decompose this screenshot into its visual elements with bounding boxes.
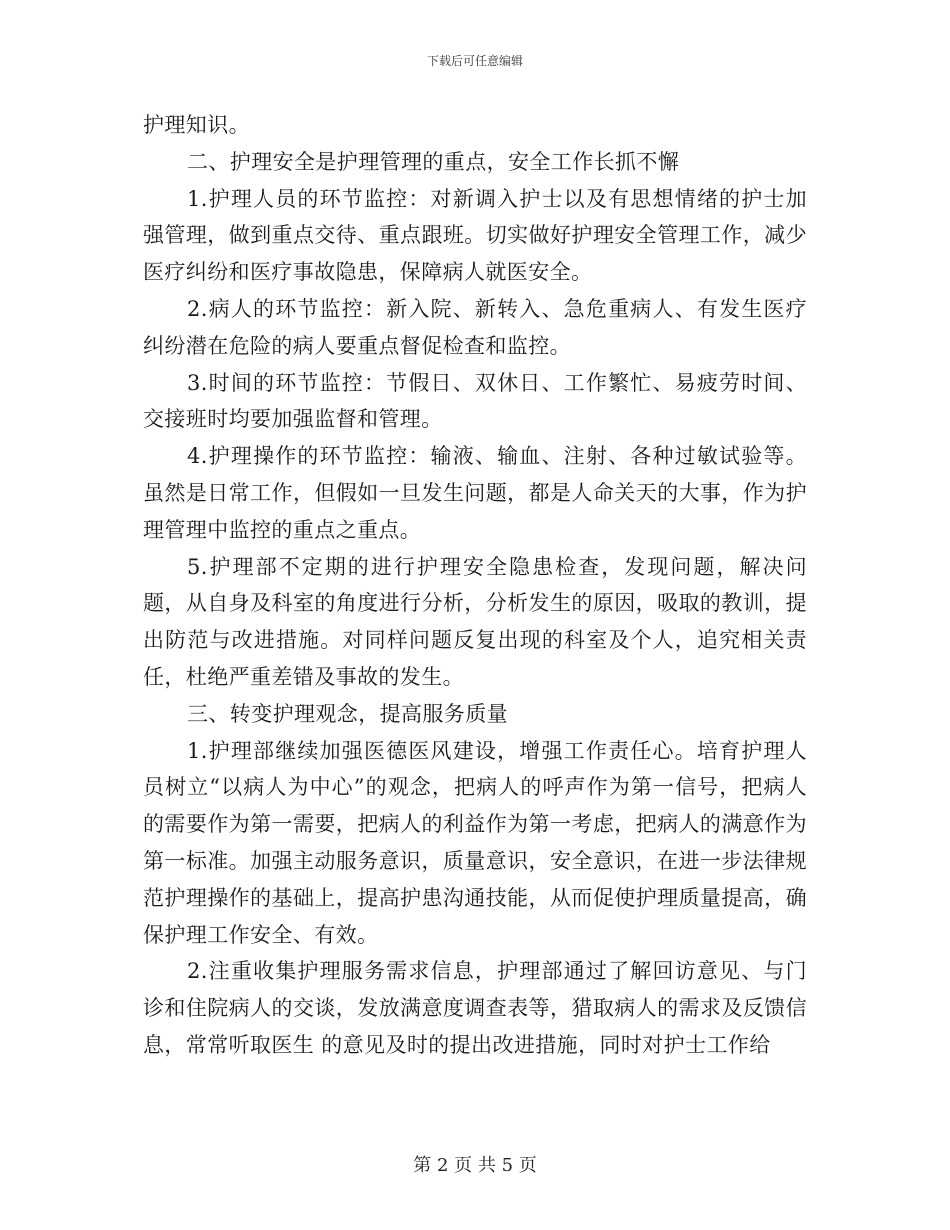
paragraph: 护理知识。 — [143, 113, 250, 137]
paragraph: 2.注重收集护理服务需求信息，护理部通过了解回访意见、与门诊和住院病人的交谈，发放满意度调查表等，猎取病人的需求及反馈信息，常常听取医生 的意见及时的提出改进措施，同时对护士工作给 — [143, 959, 807, 1057]
document-body — [143, 107, 807, 1064]
paragraph: 5.护理部不定期的进行护理安全隐患检查，发现问题，解决问题，从自身及科室的角度进行分析，分析发生的原因，吸取的教训，提出防范与改进措施。对同样问题反复出现的科室及个人，追究相关责任，杜绝严重差错及事故的发生。 — [143, 554, 807, 689]
paragraph: 3.时间的环节监控：节假日、双休日、工作繁忙、易疲劳时间、交接班时均要加强监督和管理。 — [143, 370, 807, 432]
section-heading: 二、护理安全是护理管理的重点，安全工作长抓不懈 — [187, 149, 680, 174]
paragraph: 4.护理操作的环节监控：输液、输血、注射、各种过敏试验等。虽然是日常工作，但假如一旦发生问题，都是人命关天的大事，作为护理管理中监控的重点之重点。 — [143, 444, 807, 542]
paragraph: 1.护理人员的环节监控：对新调入护士以及有思想情绪的护士加强管理，做到重点交待、重点跟班。切实做好护理安全管理工作，减少医疗纠纷和医疗事故隐患，保障病人就医安全。 — [143, 186, 807, 285]
page-footer: 第 2 页 共 5 页 — [413, 1155, 537, 1176]
paragraph: 2.病人的环节监控：新入院、新转入、急危重病人、有发生医疗纠纷潜在危险的病人要重点督促检查和监控。 — [143, 296, 807, 358]
page-header: 下载后可任意编辑 — [426, 54, 523, 68]
paragraph: 1.护理部继续加强医德医风建设，增强工作责任心。培育护理人员树立“以病人为中心”的观念，把病人的呼声作为第一信号，把病人的需要作为第一需要，把病人的利益作为第一考虑，把病人的满意作为第一标准。加强主动服务意识，质量意识，安全意识，在进一步法律规范护理操作的基础上，提高护患沟通技能，从而促使护理质量提高，确保护理工作安全、有效。 — [143, 738, 807, 947]
section-heading: 三、转变护理观念，提高服务质量 — [187, 701, 508, 726]
